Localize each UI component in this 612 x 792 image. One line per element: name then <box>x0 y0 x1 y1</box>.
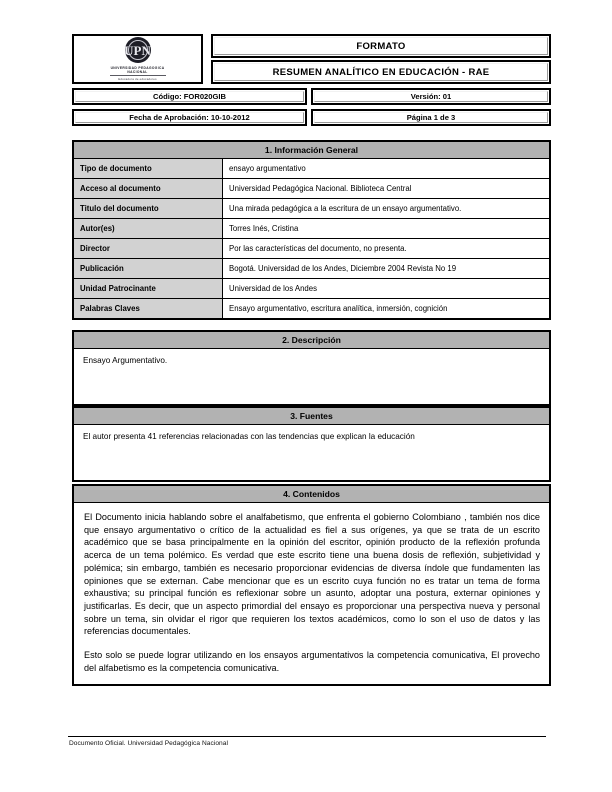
footer-text: Documento Oficial. Universidad Pedagógica Nacional <box>69 740 229 747</box>
table-row <box>74 259 549 279</box>
table-row <box>74 159 549 179</box>
fuentes-body: El autor presenta 41 referencias relacionadas con las tendencias que explican la educación <box>74 425 549 480</box>
row-value: Universidad de los Andes <box>223 279 550 299</box>
format-title: FORMATO <box>211 34 551 58</box>
university-seal-icon <box>125 37 151 63</box>
row-label: Titulo del documento <box>74 199 223 219</box>
row-label: Acceso al documento <box>74 179 223 199</box>
version-cell: Versión: 01 <box>311 88 551 105</box>
row-value: Por las características del documento, no presenta. <box>223 239 550 259</box>
logo-divider <box>110 75 166 76</box>
row-label: Publicación <box>74 259 223 279</box>
section-contenidos <box>72 484 551 686</box>
section-heading-fuentes: 3. Fuentes <box>74 408 549 425</box>
masthead-titles <box>211 34 551 84</box>
logo-line-2: NACIONAL <box>127 69 148 74</box>
section-informacion-general <box>72 140 551 320</box>
pagina-cell: Página 1 de 3 <box>311 109 551 126</box>
masthead-row-fecha <box>72 109 551 126</box>
descripcion-body: Ensayo Argumentativo. <box>74 349 549 404</box>
row-label: Director <box>74 239 223 259</box>
table-row <box>74 179 549 199</box>
table-row <box>74 219 549 239</box>
section-heading-descripcion: 2. Descripción <box>74 332 549 349</box>
section-heading-contenidos: 4. Contenidos <box>74 486 549 503</box>
contenidos-body <box>74 503 549 684</box>
footer-divider <box>68 736 546 737</box>
row-label: Tipo de documento <box>74 159 223 179</box>
section-descripcion <box>72 330 551 406</box>
logo-line-3: Educadora de educadores <box>118 77 157 81</box>
rae-title: RESUMEN ANALÍTICO EN EDUCACIÓN - RAE <box>211 60 551 84</box>
row-value: Universidad Pedagógica Nacional. Biblioteca Central <box>223 179 550 199</box>
contenidos-paragraph-1: El Documento inicia hablando sobre el analfabetismo, que enfrenta el gobierno Colombiano , también nos dice que ensayo argumentativo o crítico de la actualidad es fiel a sus orígenes, ya que se trata de un escrito académico que se basa principalmente en la opinión del escritor, opinión producto de la reflexión profunda acerca de un tema polémico. Es verdad que este escrito tiene una buena dosis de reflexión, subjetividad y polémica; sin embargo, también es necesario proporcionar evidencias de diversa índole que fundamenten las opiniones que se externan. Cabe mencionar que es un escrito cuya función no es tratar un tema de forma exhaustiva; su principal función es reflexionar sobre un asunto, adoptar una postura, externar opiniones y justificarlas. Es decir, que un aspecto primordial del ensayo es proporcionar una perspectiva nueva y personal sobre un tema, sin olvidar el rigor que requieren los textos académicos, como lo son el uso de datos y las referencias documentales. <box>84 512 540 637</box>
masthead-row-codigo <box>72 88 551 105</box>
codigo-cell: Código: FOR020GIB <box>72 88 307 105</box>
contenidos-paragraph-2: Esto solo se puede lograr utilizando en los ensayos argumentativos la competencia comunicativa, El provecho del alfabetismo es la competencia comunicativa. <box>84 650 540 673</box>
masthead <box>72 34 551 126</box>
row-label: Unidad Patrocinante <box>74 279 223 299</box>
logo-line-1: UNIVERSIDAD PEDAGOGICA <box>110 65 165 70</box>
row-value: Ensayo argumentativo, escritura analítica, inmersión, cognición <box>223 299 550 319</box>
seal-monogram: UPN <box>124 42 151 58</box>
informacion-general-table <box>74 159 549 318</box>
row-label: Autor(es) <box>74 219 223 239</box>
row-value: Torres Inés, Cristina <box>223 219 550 239</box>
section-fuentes <box>72 406 551 482</box>
table-row <box>74 239 549 259</box>
row-value: Bogotá. Universidad de los Andes, Diciembre 2004 Revista No 19 <box>223 259 550 279</box>
row-label: Palabras Claves <box>74 299 223 319</box>
table-row <box>74 199 549 219</box>
section-heading-informacion-general: 1. Información General <box>74 142 549 159</box>
row-value: Una mirada pedagógica a la escritura de un ensayo argumentativo. <box>223 199 550 219</box>
table-row <box>74 299 549 319</box>
institution-logo <box>72 34 203 84</box>
fecha-aprobacion-cell: Fecha de Aprobación: 10-10-2012 <box>72 109 307 126</box>
row-value: ensayo argumentativo <box>223 159 550 179</box>
table-row <box>74 279 549 299</box>
